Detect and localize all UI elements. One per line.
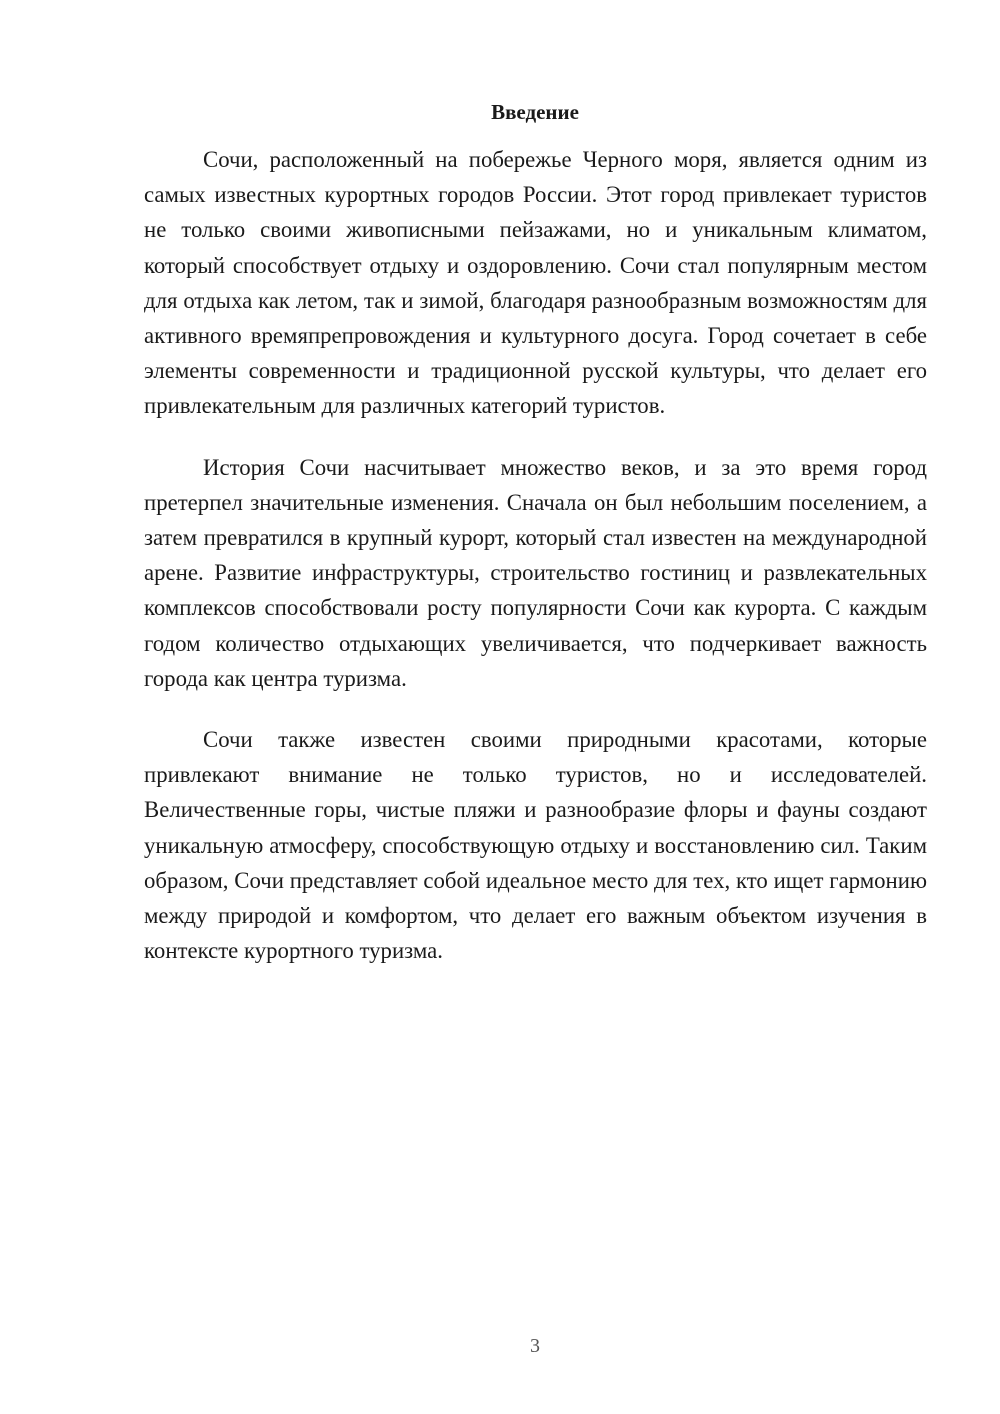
paragraph-3: Сочи также известен своими природными красотами, которые привлекают внимание не только туристов, но и исследователей. Величественные горы, чистые пляжи и разнообразие флоры и фауны создают уникальную атмосферу, способствующую отдыху и восстановлению сил. Таким образом, Сочи представляет собой идеальное место для тех, кто ищет гармонию между природой и комфортом, что делает его важным объектом изучения в контексте курортного туризма. bbox=[144, 727, 927, 964]
section-heading: Введение bbox=[491, 100, 579, 124]
body-text bbox=[144, 142, 927, 994]
paragraph-1: Сочи, расположенный на побережье Черного моря, является одним из самых известных курортных городов России. Этот город привлекает туристов не только своими живописными пейзажами, но и уникальным климатом, который способствует отдыху и оздоровлению. Сочи стал популярным местом для отдыха как летом, так и зимой, благодаря разнообразным возможностям для активного времяпрепровождения и культурного досуга. Город сочетает в себе элементы современности и традиционной русской культуры, что делает его привлекательным для различных категорий туристов. bbox=[144, 147, 927, 419]
page-number: 3 bbox=[530, 1335, 540, 1357]
paragraph-2: История Сочи насчитывает множество веков, и за это время город претерпел значительные изменения. Сначала он был небольшим поселением, а затем превратился в крупный курорт, который стал известен на международной арене. Развитие инфраструктуры, строительство гостиниц и развлекательных комплексов способствовали росту популярности Сочи как курорта. С каждым годом количество отдыхающих увеличивается, что подчеркивает важность города как центра туризма. bbox=[144, 454, 927, 691]
